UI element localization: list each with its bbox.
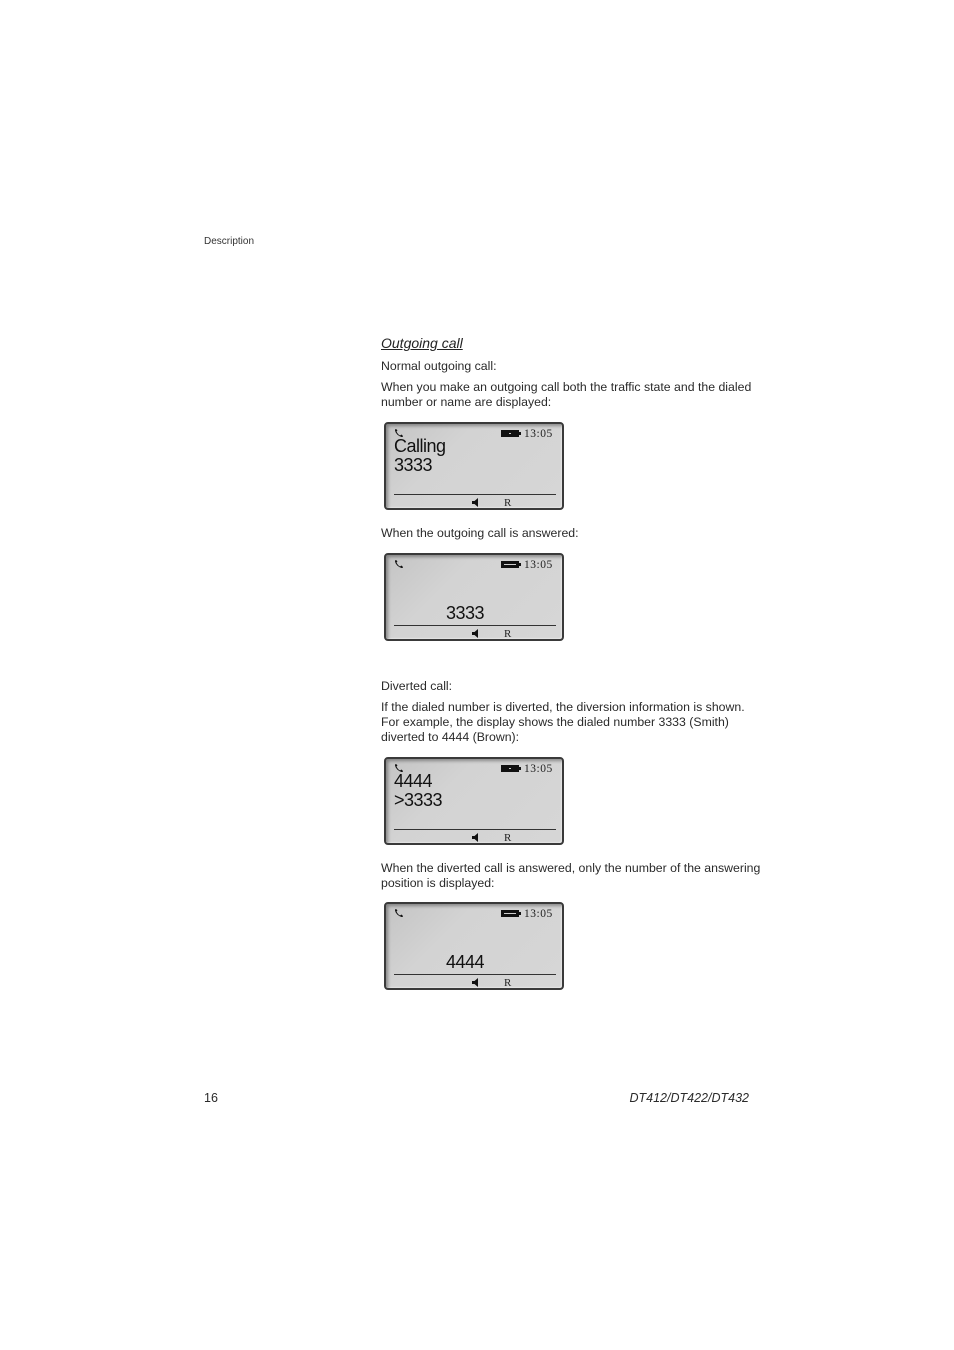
paragraph-diverted-answered: When the diverted call is answered, only the number of the answering position is displayed: [381, 861, 761, 890]
display-line-1: 4444 [394, 771, 433, 791]
phone-icon [394, 908, 404, 918]
display-line-2: >3333 [394, 790, 443, 810]
display-divider [394, 974, 556, 975]
phone-display-calling [384, 422, 564, 510]
battery-icon [501, 430, 519, 437]
display-divider [394, 494, 556, 495]
display-center-number: 3333 [446, 603, 485, 623]
battery-icon [501, 561, 519, 568]
speaker-icon [472, 629, 480, 638]
clock-time: 13:05 [524, 908, 553, 920]
page-number: 16 [204, 1091, 218, 1105]
speaker-icon [472, 978, 480, 987]
phone-display-diverted [384, 757, 564, 845]
speaker-icon [472, 498, 480, 507]
clock-time: 13:05 [524, 559, 553, 571]
battery-icon [501, 910, 519, 917]
paragraph-diverted-desc: If the dialed number is diverted, the diversion information is shown. For example, the display shows the dialed number 3333 (Smith) diverted to 4444 (Brown): [381, 700, 745, 744]
paragraph-diverted: Diverted call: [381, 679, 453, 693]
display-divider [394, 625, 556, 626]
section-label: Description [204, 236, 255, 247]
clock-time: 13:05 [524, 428, 553, 440]
softkey-r: R [504, 628, 512, 640]
softkey-r: R [504, 497, 512, 509]
display-divider [394, 829, 556, 830]
softkey-r: R [504, 977, 512, 989]
clock-time: 13:05 [524, 763, 553, 775]
softkey-r: R [504, 832, 512, 844]
speaker-icon [472, 833, 480, 842]
phone-icon [394, 559, 404, 569]
display-line-1: Calling [394, 436, 446, 456]
paragraph-normal-call-desc: When you make an outgoing call both the traffic state and the dialed number or name are displayed: [381, 380, 752, 409]
paragraph-answered: When the outgoing call is answered: [381, 526, 579, 540]
display-line-2: 3333 [394, 455, 433, 475]
phone-display-answered [384, 553, 564, 641]
display-center-number: 4444 [446, 952, 485, 972]
section-heading: Outgoing call [381, 335, 463, 351]
paragraph-normal-call: Normal outgoing call: [381, 359, 497, 373]
model-name: DT412/DT422/DT432 [629, 1091, 749, 1105]
phone-display-diverted-answered [384, 902, 564, 990]
battery-icon [501, 765, 519, 772]
